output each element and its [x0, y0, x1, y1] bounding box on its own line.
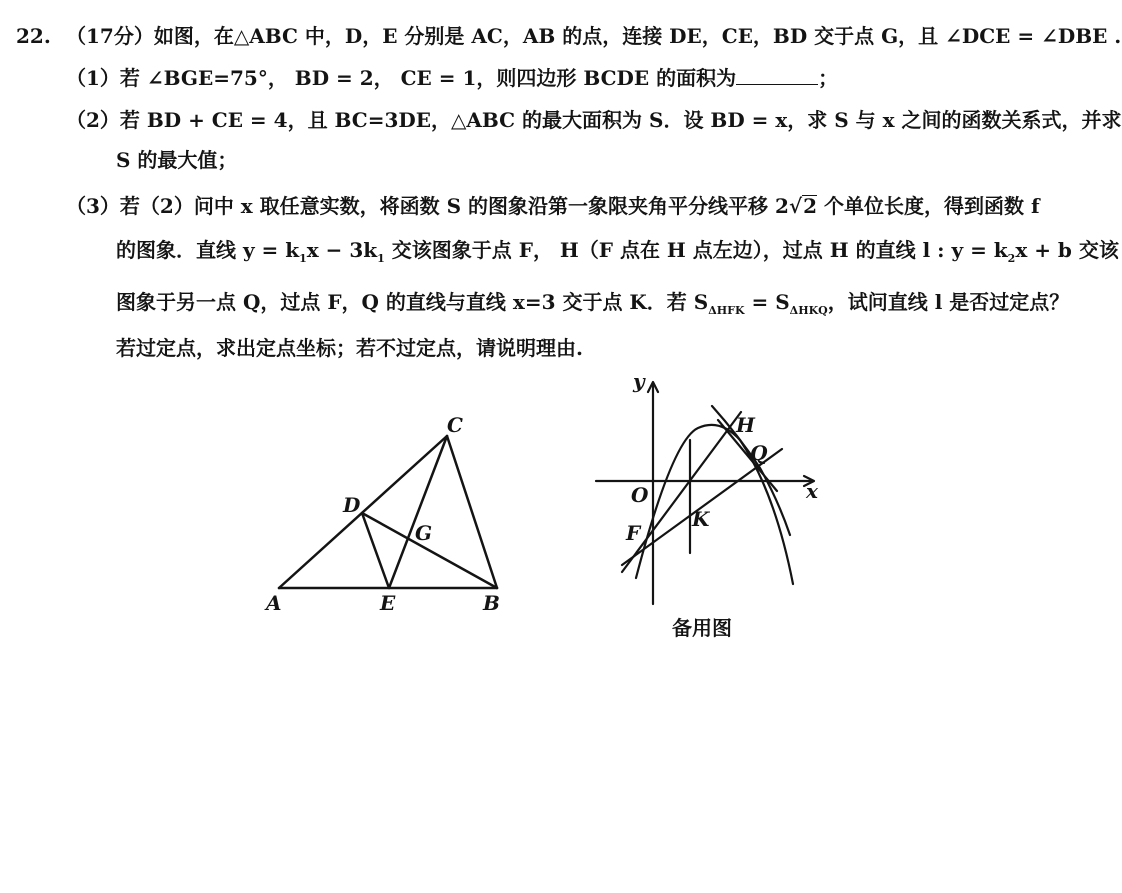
line6-c: 交该图象于点 F， H（F 点在 H 点左边），过点 H 的直线 l : y = k [384, 238, 1008, 262]
label-f: F [626, 521, 641, 545]
problem-line-8: 若过定点，求出定点坐标；若不过定点，请说明理由. [116, 336, 583, 360]
side-ac [279, 436, 447, 588]
line6-a: 的图象．直线 y = k [116, 238, 300, 262]
label-e: E [380, 591, 396, 615]
line7-sub2: ΔHKQ [789, 304, 828, 317]
line7-b: = S [744, 290, 790, 314]
part1-text: （1）若 ∠BGE=75°， BD = 2， CE = 1，则四边形 BCDE 的面积为 [66, 66, 737, 90]
line6-d: x + b 交该 [1015, 238, 1119, 262]
label-a: A [266, 591, 282, 615]
problem-line-4: S 的最大值； [116, 148, 238, 172]
part1-end: ； [818, 66, 839, 90]
label-g: G [415, 521, 433, 545]
sqrt-radicand: 2 [803, 194, 818, 218]
part3-text: （3）若（2）问中 x 取任意实数，将函数 S 的图象沿第一象限夹角平分线平移 2 [66, 194, 789, 218]
line7-a: 图象于另一点 Q，过点 F，Q 的直线与直线 x=3 交于点 K．若 S [116, 290, 709, 314]
label-y-axis: y [633, 369, 645, 393]
label-h: H [736, 413, 755, 437]
line7-sub1: ΔHFK [708, 304, 745, 317]
segment-de [362, 513, 389, 588]
segment-ce [389, 436, 447, 588]
label-d: D [343, 493, 361, 517]
line7-c: ，试问直线 l 是否过定点？ [827, 290, 1070, 314]
line6-sub2: 1 [377, 252, 385, 265]
sqrt-sign: √ [788, 194, 803, 218]
problem-line-3: （2）若 BD + CE = 4，且 BC=3DE，△ABC 的最大面积为 S．设 BD = x，求 S 与 x 之间的函数关系式，并求 [66, 108, 1122, 132]
part3-text-end: 个单位长度，得到函数 f [817, 194, 1040, 218]
label-x-axis: x [806, 479, 818, 503]
label-c: C [447, 413, 463, 437]
problem-line-1: （17分）如图，在△ABC 中，D，E 分别是 AC，AB 的点，连接 DE，CE，BD 交于点 G，且 ∠DCE = ∠DBE . [66, 24, 1122, 48]
line6-sub1: 1 [299, 252, 307, 265]
question-number: 22. [16, 24, 51, 48]
label-k: K [692, 507, 710, 531]
label-origin: O [631, 483, 649, 507]
line6-b: x − 3k [306, 238, 378, 262]
line6-sub3: 2 [1007, 252, 1016, 265]
label-b: B [483, 591, 500, 615]
label-q: Q [750, 441, 768, 465]
graph-figure [596, 382, 814, 604]
spare-figure-caption: 备用图 [672, 616, 732, 640]
